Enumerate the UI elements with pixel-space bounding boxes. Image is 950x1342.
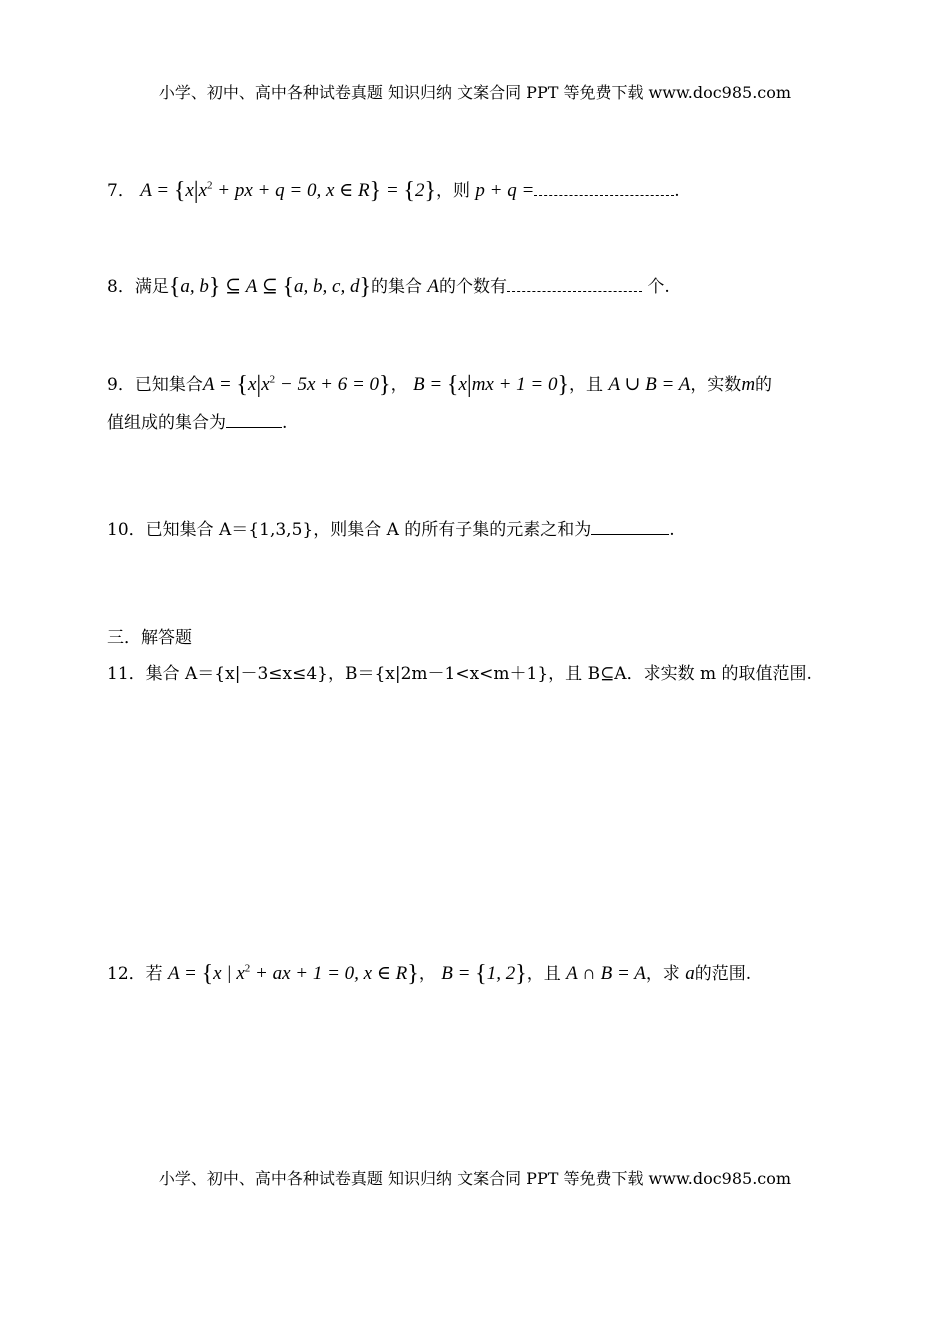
question-12-end: 的范围. — [694, 964, 752, 984]
page-header: 小学、初中、高中各种试卷真题 知识归纳 文案合同 PPT 等免费下载 www.doc985.com — [158, 83, 792, 102]
answer-blank-9[interactable] — [226, 413, 282, 428]
question-12-set-b: B = {1, 2} — [441, 961, 527, 987]
question-12 — [107, 959, 751, 988]
section-title: 三．解答题 — [107, 628, 192, 648]
question-12-a: a — [685, 963, 695, 984]
question-7-conj: ，则 — [435, 181, 470, 201]
question-10-text: 10．已知集合 A＝{1,3,5}，则集合 A 的所有子集的元素之和为 — [107, 520, 592, 540]
question-12-comma: ， — [418, 964, 436, 984]
question-9-and: ，且 — [569, 375, 604, 395]
question-8-inclusion: {a, b} ⊆ A ⊆ {a, b, c, d} — [168, 274, 371, 300]
question-8-number: 8．满足 — [107, 277, 169, 297]
question-9-m: m — [741, 374, 756, 395]
answer-blank-10[interactable] — [591, 520, 669, 535]
question-12-number: 12．若 — [107, 964, 163, 984]
question-9-comma: ， — [390, 375, 408, 395]
question-7 — [107, 176, 680, 205]
question-11: 11．集合 A＝{x|－3≤x≤4}，B＝{x|2m－1<x<m＋1}，且 B⊆A．求实数 m 的取值范围. — [107, 664, 812, 684]
question-9-union: A ∪ B = A — [608, 374, 691, 395]
question-10-end: . — [669, 520, 675, 540]
question-9-line2-text: 值组成的集合为 — [107, 413, 226, 433]
question-12-intersection: A ∩ B = A — [566, 963, 646, 984]
question-7-end: . — [674, 181, 680, 201]
question-7-set-formula: $A = \{x|x^2$ + px + q = 0, x ∈ R} = {2} — [140, 178, 436, 204]
question-9-end: . — [282, 413, 288, 433]
question-9-number: 9．已知集合 — [107, 375, 203, 395]
question-8 — [107, 272, 670, 301]
question-10 — [107, 515, 675, 540]
question-9-real: ，实数 — [690, 375, 742, 395]
question-8-end: 个. — [647, 277, 670, 297]
question-9 — [107, 370, 772, 399]
answer-blank-7[interactable] — [534, 181, 674, 196]
question-7-number: 7． — [107, 181, 135, 201]
page-footer: 小学、初中、高中各种试卷真题 知识归纳 文案合同 PPT 等免费下载 www.doc985.com — [158, 1169, 792, 1188]
question-9-de: 的 — [755, 375, 773, 395]
question-8-text2: 的个数有 — [439, 277, 508, 297]
question-12-find: ，求 — [645, 964, 680, 984]
answer-blank-8[interactable] — [507, 277, 642, 292]
question-9-line2 — [107, 408, 287, 433]
question-12-and: ，且 — [526, 964, 561, 984]
question-8-text1: 的集合 — [371, 277, 422, 297]
question-9-set-b: B = {x|mx + 1 = 0} — [412, 372, 570, 398]
question-8-set-a: A — [427, 276, 440, 297]
question-9-set-a: $A = \{x|x^2 - 5x + 6 = 0\}$ — [202, 372, 391, 398]
question-7-target: p + q = — [475, 180, 535, 201]
question-12-set-a: A = {x | $x^2$ + ax + 1 = 0, x ∈ R} — [168, 961, 419, 987]
